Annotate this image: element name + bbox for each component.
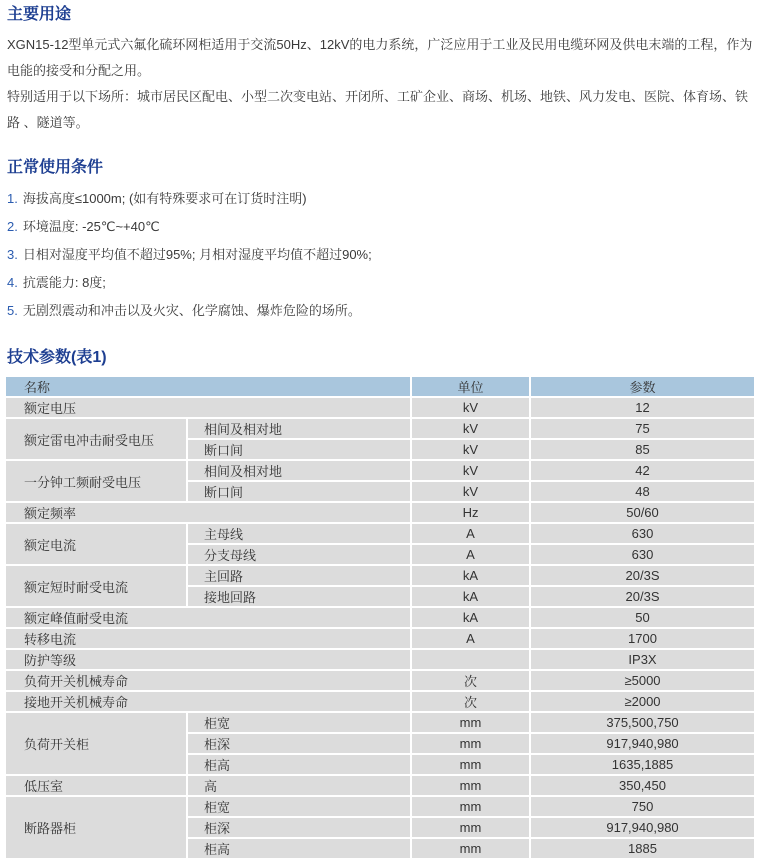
cell-value: 42 xyxy=(531,461,754,480)
cell-unit: mm xyxy=(412,734,529,753)
cell-unit: kA xyxy=(412,566,529,585)
heading-tech-params: 技术参数(表1) xyxy=(7,349,107,366)
cell-unit: A xyxy=(412,629,529,648)
condition-item-5 xyxy=(7,297,760,325)
main-use-paragraph-2: 特别适用于以下场所：城市居民区配电、小型二次变电站、开闭所、工矿企业、商场、机场、地铁、风力发电、医院、体育场、铁路 、隧道等。 xyxy=(7,89,749,130)
cell-group-name: 额定短时耐受电流 xyxy=(6,566,186,606)
cell-value: IP3X xyxy=(531,650,754,669)
cell-value: 750 xyxy=(531,797,754,816)
cell-value: 50/60 xyxy=(531,503,754,522)
cell-value: 1635,1885 xyxy=(531,755,754,774)
condition-number: 3. xyxy=(7,247,18,262)
condition-text: 无剧烈震动和冲击以及火灾、化学腐蚀、爆炸危险的场所。 xyxy=(22,303,361,318)
cell-unit: mm xyxy=(412,797,529,816)
cell-sub-name: 主回路 xyxy=(188,566,410,585)
cell-name: 防护等级 xyxy=(6,650,410,669)
tech-params-table xyxy=(4,375,756,860)
cell-value: 1700 xyxy=(531,629,754,648)
condition-item-3 xyxy=(7,241,760,269)
cell-unit: kA xyxy=(412,587,529,606)
cell-group-name: 额定电流 xyxy=(6,524,186,564)
cell-sub-name: 断口间 xyxy=(188,482,410,501)
cell-name: 负荷开关机械寿命 xyxy=(6,671,410,690)
cell-sub-name: 柜高 xyxy=(188,755,410,774)
cell-sub-name: 主母线 xyxy=(188,524,410,543)
cell-sub-name: 分支母线 xyxy=(188,545,410,564)
cell-name: 额定频率 xyxy=(6,503,410,522)
condition-text: 环境温度: -25℃~+40℃ xyxy=(22,219,160,234)
table-row xyxy=(6,461,754,480)
cell-value: 1885 xyxy=(531,839,754,858)
cell-sub-name: 柜宽 xyxy=(188,713,410,732)
cell-group-name: 断路器柜 xyxy=(6,797,186,858)
condition-text: 抗震能力: 8度; xyxy=(22,275,106,290)
condition-item-1 xyxy=(7,185,760,213)
cell-value: 75 xyxy=(531,419,754,438)
table-row xyxy=(6,566,754,585)
cell-unit: kV xyxy=(412,440,529,459)
condition-text: 海拔高度≤1000m; (如有特殊要求可在订货时注明) xyxy=(22,191,307,206)
cell-value: 917,940,980 xyxy=(531,818,754,837)
condition-text: 日相对湿度平均值不超过95%; 月相对湿度平均值不超过90%; xyxy=(22,247,372,262)
cell-value: 917,940,980 xyxy=(531,734,754,753)
cell-value: 20/3S xyxy=(531,566,754,585)
cell-unit: kV xyxy=(412,482,529,501)
condition-number: 1. xyxy=(7,191,18,206)
cell-unit: mm xyxy=(412,755,529,774)
table-row xyxy=(6,713,754,732)
cell-value: 85 xyxy=(531,440,754,459)
table-row xyxy=(6,797,754,816)
cell-unit: mm xyxy=(412,839,529,858)
cell-sub-name: 相间及相对地 xyxy=(188,419,410,438)
cell-value: 12 xyxy=(531,398,754,417)
table-row xyxy=(6,398,754,417)
cell-value: 50 xyxy=(531,608,754,627)
cell-sub-name: 柜高 xyxy=(188,839,410,858)
cell-unit: mm xyxy=(412,713,529,732)
cell-value: 630 xyxy=(531,545,754,564)
condition-item-4 xyxy=(7,269,760,297)
condition-item-2 xyxy=(7,213,760,241)
cell-unit xyxy=(412,650,529,669)
table-row xyxy=(6,650,754,669)
column-header-unit: 单位 xyxy=(412,377,529,396)
cell-value: ≥2000 xyxy=(531,692,754,711)
cell-value: 48 xyxy=(531,482,754,501)
cell-unit: A xyxy=(412,524,529,543)
cell-unit: kV xyxy=(412,419,529,438)
cell-sub-name: 断口间 xyxy=(188,440,410,459)
section-spacer xyxy=(6,325,760,348)
column-header-value: 参数 xyxy=(531,377,754,396)
condition-number: 5. xyxy=(7,303,18,318)
cell-unit: kV xyxy=(412,398,529,417)
cell-unit: mm xyxy=(412,818,529,837)
table-row xyxy=(6,776,754,795)
heading-main-use: 主要用途 xyxy=(7,6,72,23)
table-row xyxy=(6,629,754,648)
heading-normal-conditions: 正常使用条件 xyxy=(7,159,104,176)
section-spacer xyxy=(6,136,760,158)
table-header-row xyxy=(6,377,754,396)
table-row xyxy=(6,671,754,690)
cell-value: ≥5000 xyxy=(531,671,754,690)
cell-value: 630 xyxy=(531,524,754,543)
cell-sub-name: 柜深 xyxy=(188,734,410,753)
cell-name: 接地开关机械寿命 xyxy=(6,692,410,711)
cell-group-name: 负荷开关柜 xyxy=(6,713,186,774)
condition-number: 4. xyxy=(7,275,18,290)
cell-sub-name: 柜宽 xyxy=(188,797,410,816)
conditions-list xyxy=(7,185,760,325)
condition-number: 2. xyxy=(7,219,18,234)
column-header-name: 名称 xyxy=(6,377,410,396)
cell-name: 额定峰值耐受电流 xyxy=(6,608,410,627)
cell-unit: 次 xyxy=(412,671,529,690)
cell-unit: mm xyxy=(412,776,529,795)
cell-group-name: 低压室 xyxy=(6,776,186,795)
cell-unit: kV xyxy=(412,461,529,480)
cell-value: 375,500,750 xyxy=(531,713,754,732)
cell-value: 350,450 xyxy=(531,776,754,795)
table-row xyxy=(6,608,754,627)
cell-unit: kA xyxy=(412,608,529,627)
cell-unit: Hz xyxy=(412,503,529,522)
cell-unit: A xyxy=(412,545,529,564)
cell-group-name: 额定雷电冲击耐受电压 xyxy=(6,419,186,459)
cell-unit: 次 xyxy=(412,692,529,711)
cell-sub-name: 接地回路 xyxy=(188,587,410,606)
table-row xyxy=(6,503,754,522)
cell-sub-name: 柜深 xyxy=(188,818,410,837)
main-use-paragraph-1: XGN15-12型单元式六氟化硫环网柜适用于交流50Hz、12kV的电力系统，广泛应用于工业及民用电缆环网及供电末端的工程，作为电能的接受和分配之用。 xyxy=(7,37,753,78)
cell-name: 转移电流 xyxy=(6,629,410,648)
table-row xyxy=(6,524,754,543)
table-row xyxy=(6,692,754,711)
cell-group-name: 一分钟工频耐受电压 xyxy=(6,461,186,501)
cell-name: 额定电压 xyxy=(6,398,410,417)
cell-sub-name: 高 xyxy=(188,776,410,795)
table-row xyxy=(6,419,754,438)
cell-value: 20/3S xyxy=(531,587,754,606)
cell-sub-name: 相间及相对地 xyxy=(188,461,410,480)
